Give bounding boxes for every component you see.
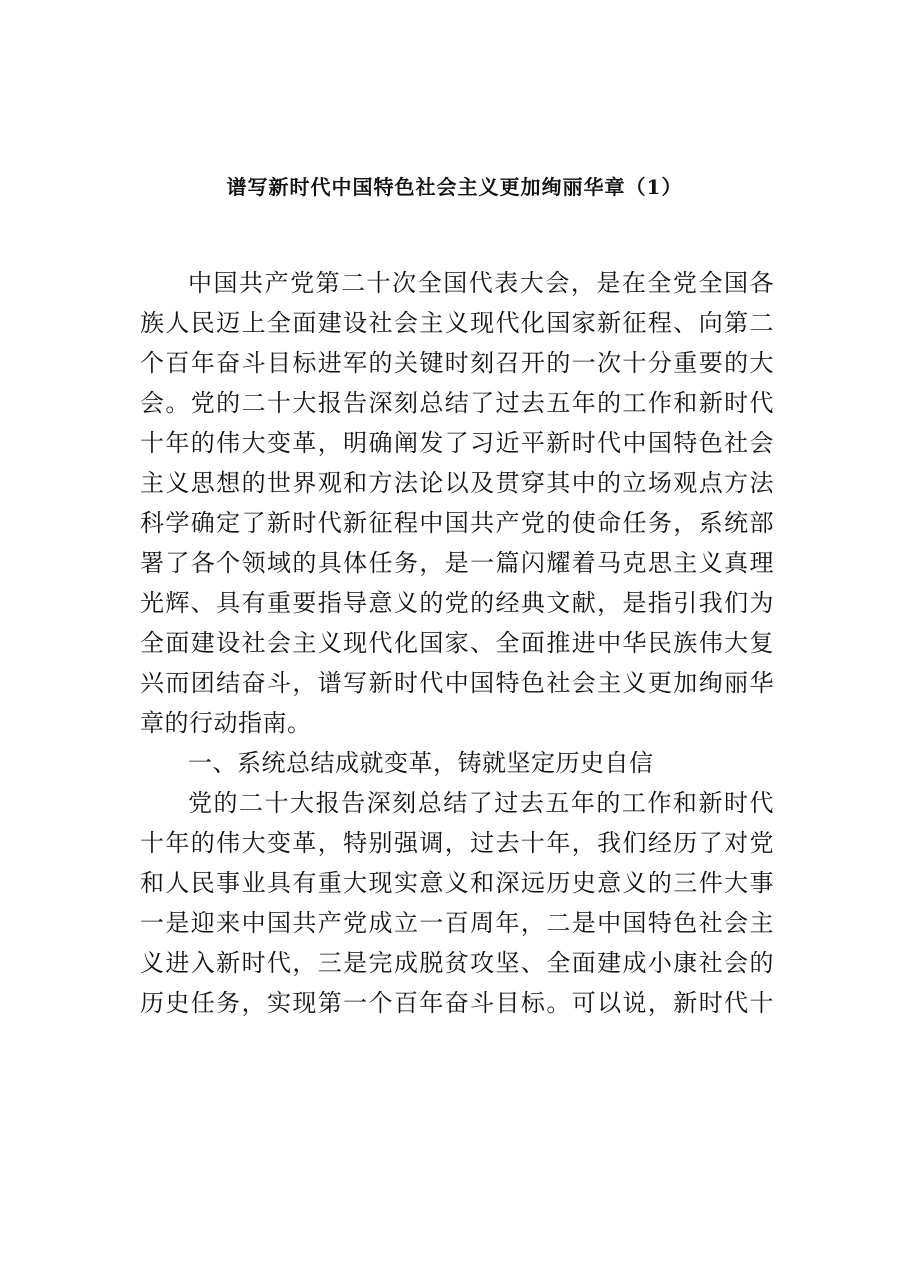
- text-line: 义进入新时代，三是完成脱贫攻坚、全面建成小康社会的: [140, 949, 774, 977]
- text-line: 族人民迈上全面建设社会主义现代化国家新征程、向第二: [140, 309, 774, 337]
- paragraph-section-1: [140, 783, 774, 1023]
- text-line: 会。党的二十大报告深刻总结了过去五年的工作和新时代: [140, 389, 774, 417]
- text-line: 中国共产党第二十次全国代表大会，是在全党全国各: [188, 269, 774, 297]
- section-heading: [140, 743, 774, 783]
- document-title: 谱写新时代中国特色社会主义更加绚丽华章（1）: [226, 175, 683, 199]
- text-line: 章的行动指南。: [140, 709, 312, 737]
- text-line: 十年的伟大变革，明确阐发了习近平新时代中国特色社会: [140, 429, 774, 457]
- document-body: [140, 263, 774, 1023]
- text-line: 全面建设社会主义现代化国家、全面推进中华民族伟大复: [140, 629, 774, 657]
- text-line: 主义思想的世界观和方法论以及贯穿其中的立场观点方法: [140, 469, 774, 497]
- text-line: 和人民事业具有重大现实意义和深远历史意义的三件大事: [140, 869, 774, 897]
- text-line: 兴而团结奋斗，谱写新时代中国特色社会主义更加绚丽华: [140, 669, 774, 697]
- text-line: 光辉、具有重要指导意义的党的经典文献，是指引我们为: [140, 589, 774, 617]
- text-line: 十年的伟大变革，特别强调，过去十年，我们经历了对党: [140, 829, 774, 857]
- text-line: 党的二十大报告深刻总结了过去五年的工作和新时代: [188, 789, 774, 817]
- text-line: 历史任务，实现第一个百年奋斗目标。可以说，新时代十: [140, 989, 774, 1017]
- text-line: 个百年奋斗目标进军的关键时刻召开的一次十分重要的大: [140, 349, 774, 377]
- paragraph-intro: [140, 263, 774, 743]
- text-line: 一是迎来中国共产党成立一百周年，二是中国特色社会主: [140, 909, 774, 937]
- text-line: 科学确定了新时代新征程中国共产党的使命任务，系统部: [140, 509, 774, 537]
- text-line: 署了各个领域的具体任务，是一篇闪耀着马克思主义真理: [140, 549, 774, 577]
- section-heading-text: 一、系统总结成就变革，铸就坚定历史自信: [188, 749, 654, 777]
